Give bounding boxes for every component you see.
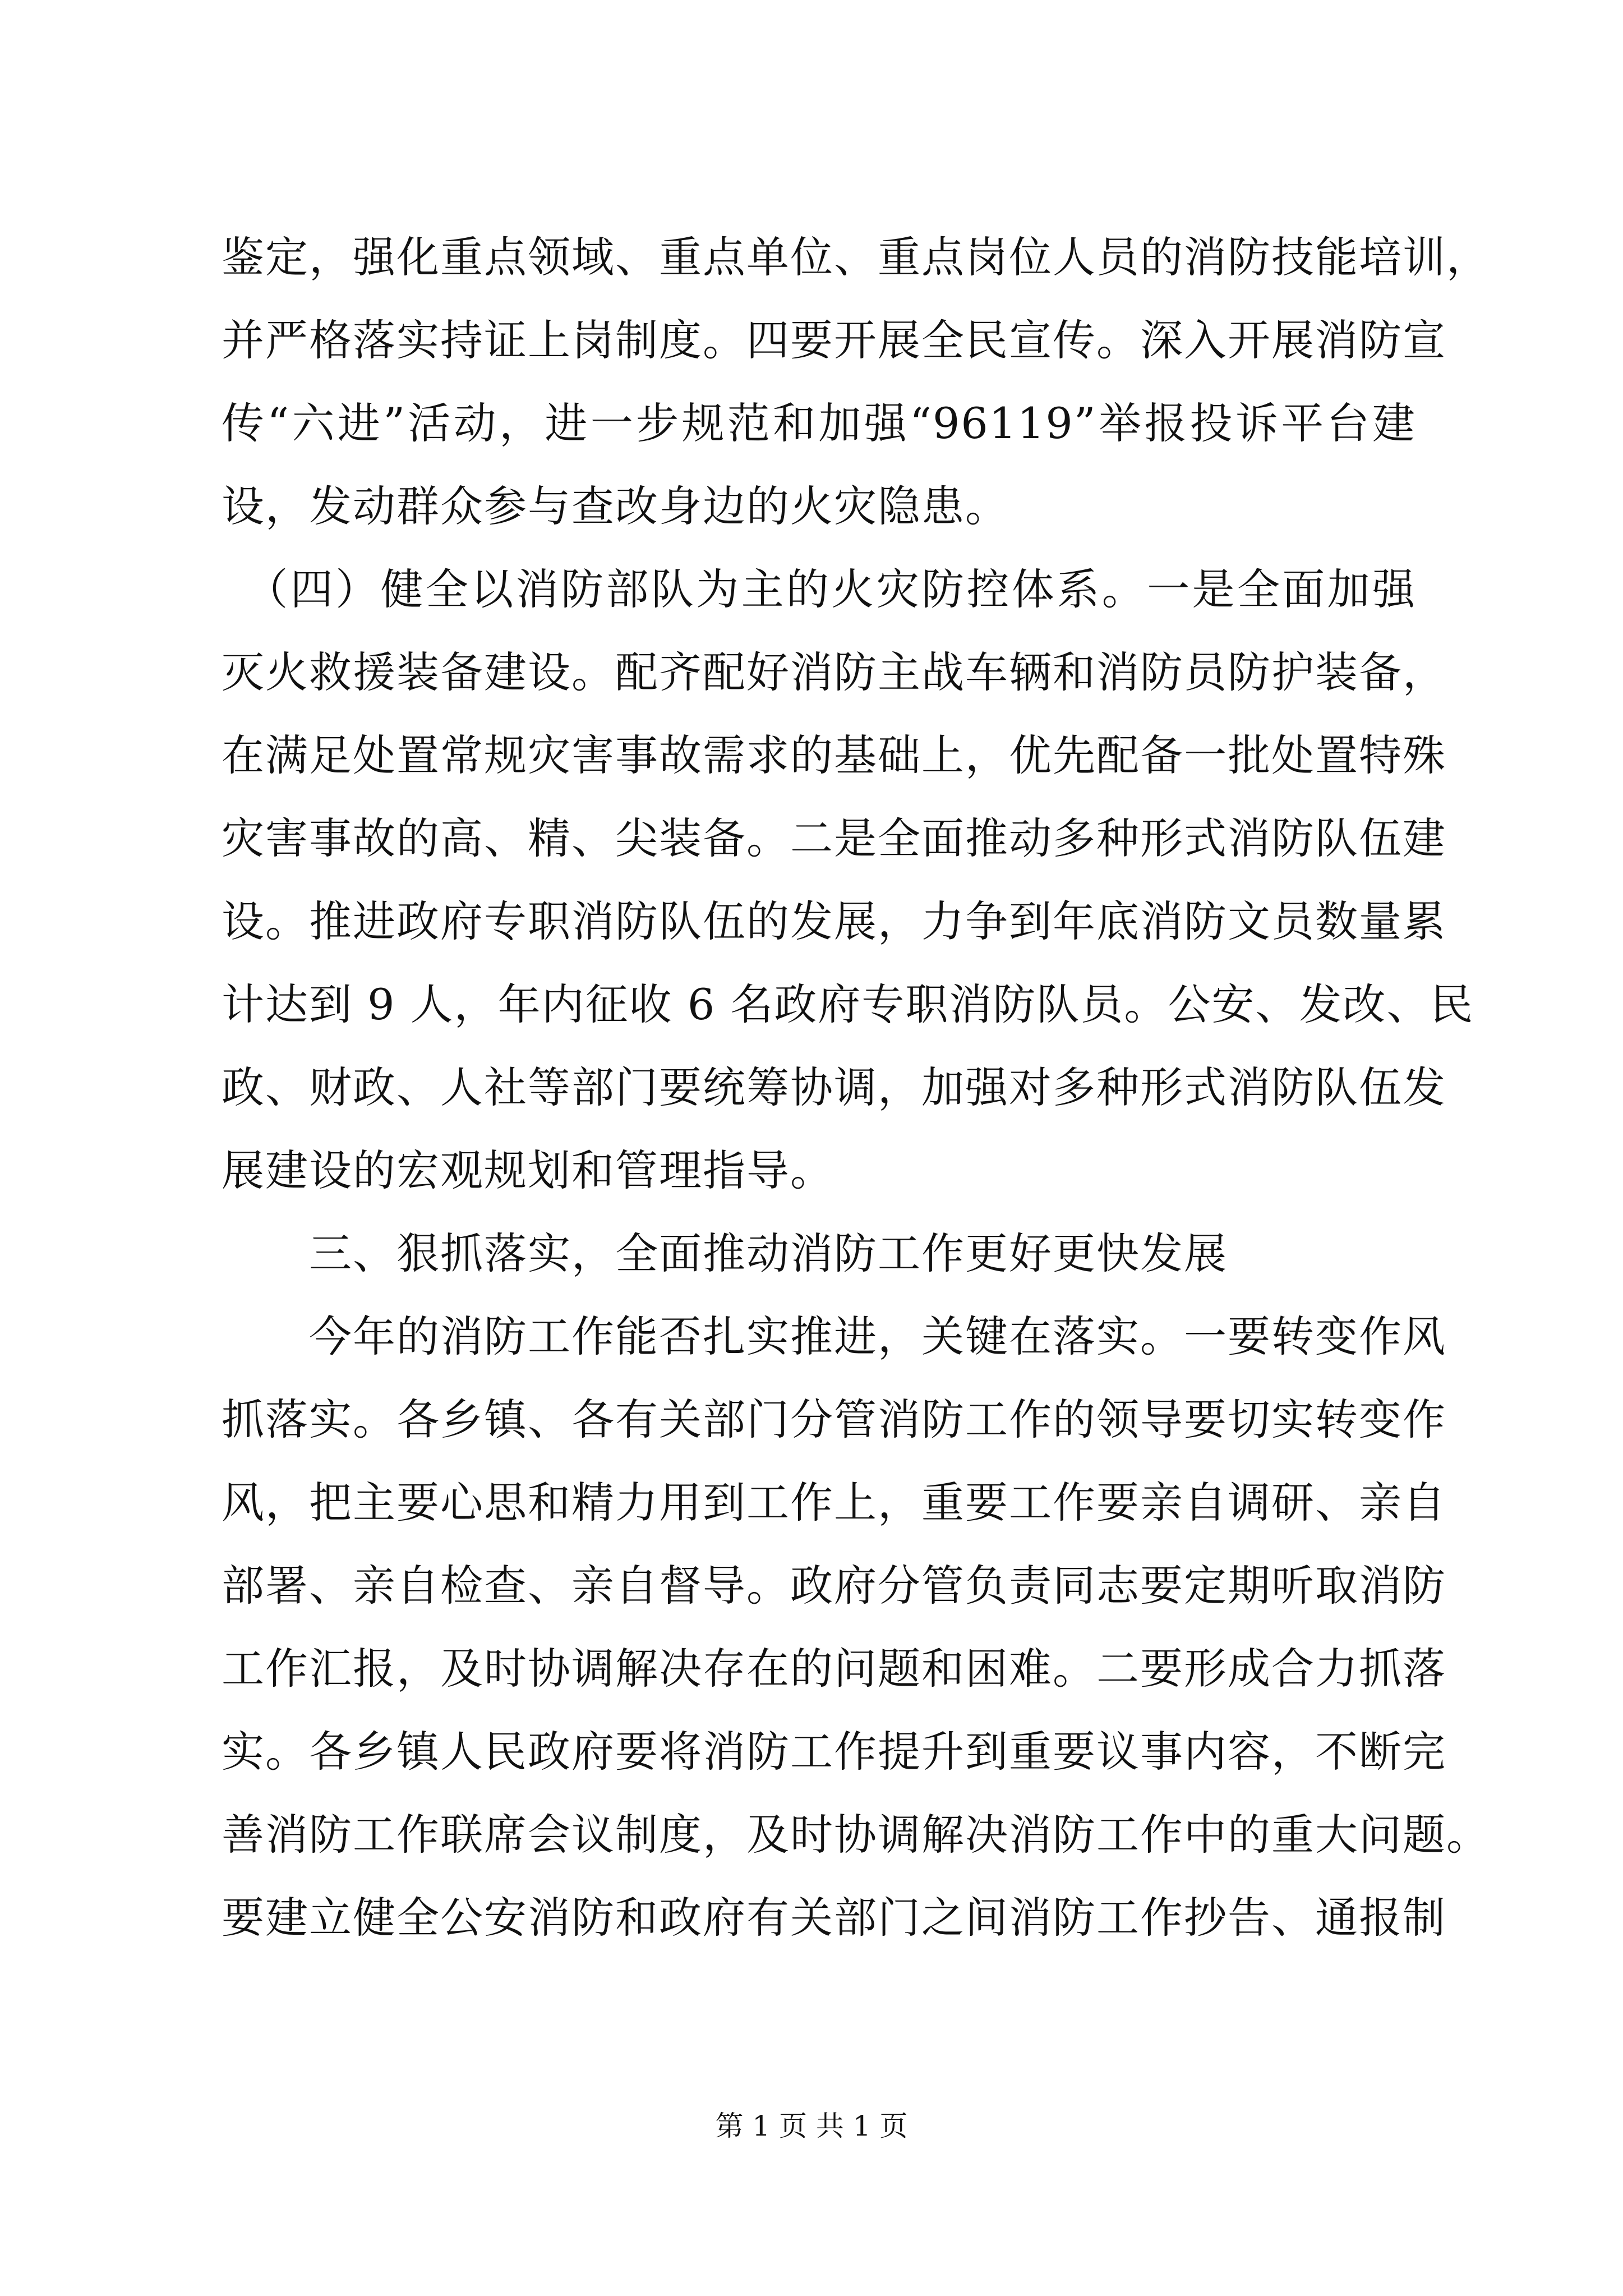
text-line: 并严格落实持证上岗制度。四要开展全民宣传。深入开展消防宣 — [222, 315, 1446, 365]
page-footer: 第 1 页 共 1 页 — [715, 2110, 908, 2142]
text-line: 设，发动群众参与查改身边的火灾隐患。 — [222, 481, 1009, 531]
text-line: 展建设的宏观规划和管理指导。 — [222, 1145, 834, 1195]
text-line: 灾害事故的高、精、尖装备。二是全面推动多种形式消防队伍建 — [222, 813, 1446, 863]
document-body — [222, 216, 1490, 1959]
text-line: 要建立健全公安消防和政府有关部门之间消防工作抄告、通报制 — [222, 1893, 1446, 1943]
text-line: 灭火救援装备建设。配齐配好消防主战车辆和消防员防护装备， — [222, 647, 1446, 697]
text-line: 设。推进政府专职消防队伍的发展，力争到年底消防文员数量累 — [222, 896, 1446, 946]
text-line: 实。各乡镇人民政府要将消防工作提升到重要议事内容，不断完 — [222, 1727, 1446, 1777]
text-line: （四）健全以消防部队为主的火灾防控体系。一是全面加强 — [222, 564, 1416, 614]
text-line: 风，把主要心思和精力用到工作上，重要工作要亲自调研、亲自 — [222, 1478, 1446, 1527]
text-line: 传“六进”活动，进一步规范和加强“96119”举报投诉平台建 — [222, 398, 1416, 448]
text-line: 政、财政、人社等部门要统筹协调，加强对多种形式消防队伍发 — [222, 1062, 1446, 1112]
text-line: 部署、亲自检查、亲自督导。政府分管负责同志要定期听取消防 — [222, 1561, 1446, 1611]
text-line: 工作汇报，及时协调解决存在的问题和困难。二要形成合力抓落 — [222, 1644, 1446, 1694]
text-line: 今年的消防工作能否扎实推进，关键在落实。一要转变作风 — [222, 1312, 1446, 1361]
text-line: 善消防工作联席会议制度，及时协调解决消防工作中的重大问题。 — [222, 1810, 1490, 1860]
text-line: 鉴定，强化重点领域、重点单位、重点岗位人员的消防技能培训， — [222, 232, 1490, 282]
text-line: 在满足处置常规灾害事故需求的基础上，优先配备一批处置特殊 — [222, 730, 1446, 780]
text-line: 抓落实。各乡镇、各有关部门分管消防工作的领导要切实转变作 — [222, 1395, 1446, 1444]
text-line: 三、狠抓落实，全面推动消防工作更好更快发展 — [222, 1228, 1228, 1278]
text-line: 计达到 9 人，年内征收 6 名政府专职消防队员。公安、发改、民 — [222, 979, 1474, 1029]
